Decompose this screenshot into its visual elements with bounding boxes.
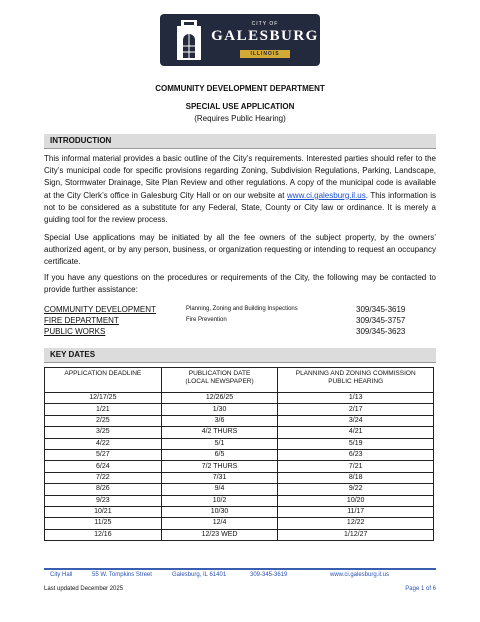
table-row [45, 495, 434, 506]
table-cell: 1/30 [161, 404, 278, 415]
table-cell: 12/26/25 [161, 393, 278, 404]
table-cell: 5/1 [161, 438, 278, 449]
column-header [161, 368, 278, 393]
table-row [45, 506, 434, 517]
key-dates-table [44, 367, 434, 541]
section-divider [44, 362, 436, 363]
last-updated: Last updated December 2025 [44, 586, 124, 592]
table-cell: 1/13 [278, 393, 434, 404]
table-cell: 1/12/27 [278, 529, 434, 540]
section-divider [44, 148, 436, 149]
contact-desc: Fire Prevention [186, 317, 227, 323]
table-cell: 8/18 [278, 472, 434, 483]
table-cell: 9/4 [161, 484, 278, 495]
table-cell: 12/22 [278, 518, 434, 529]
column-header-text: PLANNING AND ZONING COMMISSION PUBLIC HEARING [295, 370, 416, 385]
city-hall-building-icon [174, 18, 204, 62]
table-cell: 8/26 [45, 484, 162, 495]
table-row [45, 438, 434, 449]
table-cell: 2/17 [278, 404, 434, 415]
column-header [278, 368, 434, 393]
table-row [45, 427, 434, 438]
table-cell: 3/6 [161, 415, 278, 426]
footer-divider [44, 568, 436, 570]
page-subtitle: (Requires Public Hearing) [194, 114, 286, 123]
table-cell: 10/30 [161, 506, 278, 517]
table-cell: 11/17 [278, 506, 434, 517]
website-link[interactable]: www.ci.galesburg.il.us [287, 190, 366, 200]
table-cell: 2/25 [45, 415, 162, 426]
table-row [45, 393, 434, 404]
table-cell: 3/24 [278, 415, 434, 426]
table-cell: 4/22 [45, 438, 162, 449]
table-cell: 12/17/25 [45, 393, 162, 404]
intro-text-start: This informal material provides a basic outline of the City’s requirements. Interested parties should refer to the City’s municipal code for specific provisions regarding Zoning, Subdivision Regulations, Parking, Landscape, Sign, Stormwater Drainage, Site Plan Review and other regulations. A copy of the municipal code is available at the City Clerk’s office in Galesburg City Hall or on our website at [44, 154, 436, 200]
contact-desc: Planning, Zoning and Building Inspections [186, 306, 298, 312]
contact-row [44, 305, 436, 316]
key-dates-heading: KEY DATES [50, 350, 96, 359]
contact-dept: PUBLIC WORKS [44, 327, 106, 336]
table-cell: 3/25 [45, 427, 162, 438]
department-heading: COMMUNITY DEVELOPMENT DEPARTMENT [155, 84, 325, 93]
contact-row [44, 327, 436, 338]
page-title: SPECIAL USE APPLICATION [185, 102, 295, 111]
footer-phone: 309-345-3619 [250, 572, 288, 578]
column-header-text: APPLICATION DEADLINE [64, 370, 142, 377]
table-cell: 12/4 [161, 518, 278, 529]
table-cell: 6/23 [278, 449, 434, 460]
introduction-heading: INTRODUCTION [50, 136, 112, 145]
table-cell: 7/2 THURS [161, 461, 278, 472]
table-cell: 7/31 [161, 472, 278, 483]
table-row [45, 461, 434, 472]
table-cell: 5/19 [278, 438, 434, 449]
column-header-text: PUBLICATION DATE (LOCAL NEWSPAPER) [185, 370, 254, 385]
footer-office: City Hall [50, 572, 73, 578]
table-row [45, 449, 434, 460]
table-row [45, 415, 434, 426]
table-header-row [45, 368, 434, 393]
table-cell: 7/22 [45, 472, 162, 483]
intro-paragraph-3: If you have any questions on the procedures or requirements of the City, the following may be contacted to provide further assistance: [44, 273, 436, 295]
table-cell: 12/23 WED [161, 529, 278, 540]
column-header [45, 368, 162, 393]
table-cell: 9/23 [45, 495, 162, 506]
table-row [45, 472, 434, 483]
intro-paragraph-1 [44, 153, 436, 226]
table-cell: 9/22 [278, 484, 434, 495]
table-row [45, 404, 434, 415]
table-cell: 7/21 [278, 461, 434, 472]
table-cell: 11/25 [45, 518, 162, 529]
footer-contact-line [44, 572, 436, 582]
key-dates-section-header [44, 348, 436, 362]
logo-city-of: CITY OF [251, 21, 279, 27]
table-cell: 4/2 THURS [161, 427, 278, 438]
contact-row [44, 316, 436, 327]
footer-city: Galesburg, IL 61401 [172, 572, 227, 578]
table-cell: 6/5 [161, 449, 278, 460]
contact-dept: COMMUNITY DEVELOPMENT [44, 305, 156, 314]
logo-city-name: GALESBURG [211, 28, 319, 44]
logo-state: ILLINOIS [240, 50, 290, 58]
table-row [45, 529, 434, 540]
intro-paragraph-2: Special Use applications may be initiated by all the fee owners of the subject property, by the owners’ authorized agent, or by any person, business, or organization requesting or intending to request an occupancy certificate. [44, 233, 436, 267]
intro-text-end: . This information is not to be considered as a substitute for any Federal, State, County or City law or ordinance. It is merely a guiding tool for the review process. [44, 190, 436, 225]
table-cell: 1/21 [45, 404, 162, 415]
table-row [45, 518, 434, 529]
table-cell: 10/20 [278, 495, 434, 506]
footer-street: 55 W. Tompkins Street [92, 572, 152, 578]
table-cell: 12/16 [45, 529, 162, 540]
city-logo [160, 14, 320, 66]
table-cell: 10/21 [45, 506, 162, 517]
footer-web-link[interactable]: www.ci.galesburg.il.us [330, 572, 390, 578]
introduction-section-header [44, 134, 436, 148]
table-cell: 4/21 [278, 427, 434, 438]
contact-phone: 309/345-3623 [356, 327, 406, 336]
contact-dept: FIRE DEPARTMENT [44, 316, 119, 325]
page-number: Page 1 of 6 [405, 586, 436, 592]
table-cell: 6/24 [45, 461, 162, 472]
contact-phone: 309/345-3619 [356, 305, 406, 314]
contact-phone: 309/345-3757 [356, 316, 406, 325]
table-cell: 10/2 [161, 495, 278, 506]
table-cell: 5/27 [45, 449, 162, 460]
table-row [45, 484, 434, 495]
